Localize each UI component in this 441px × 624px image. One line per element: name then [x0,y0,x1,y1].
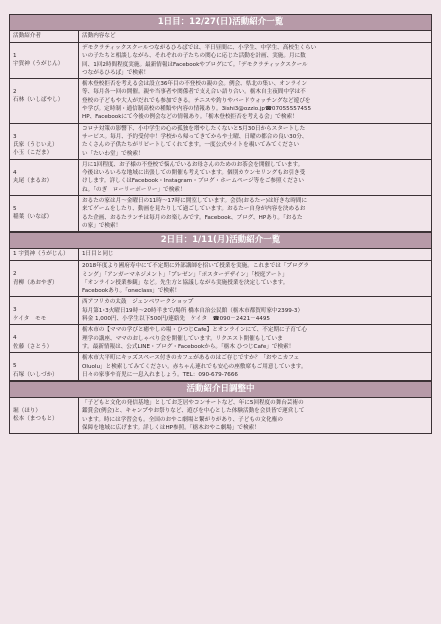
presenter-cell [10,159,79,195]
presenter-number: 2 [13,89,17,96]
description-line: 2018年度より國府寿中にて不定期に外部講師を招いて授業を実施。これまでは「プログラ [82,263,309,270]
presenter-name: 石塚（いしづか） [13,371,58,378]
table-row [10,79,432,123]
table-row [10,123,432,159]
presenter-name: 松本（まつもと） [13,416,58,423]
description-line: るた企画、おるたランチは毎月のお楽しみです。Facebook、ブログ、HPあり。「おるた [82,214,303,221]
presenter-number: 1 [13,53,17,59]
table-row [10,325,432,353]
page [9,14,432,434]
table-row [10,297,432,325]
table-row [10,249,432,261]
presenter-cell [10,325,79,353]
presenter-name: 石林（いしばやし） [13,97,64,104]
presenter-name: 稲葉（いなば） [13,214,53,221]
presenter-name: 宇賀神（うがじん） [13,61,64,68]
presenter-name: 氏家（うじいえ） [13,141,58,148]
description-line: たくさんの子供たちがリピートしてくれてます。一度公式サイトを覗いてみてください [82,142,300,149]
presenter-number: 2 [13,271,17,278]
col-name-header: 活動紹介者 [10,31,79,43]
presenter-name: 佐藤（さとう） [13,343,53,350]
description-line: 栃木市大平町にキッズスペース付きのカフェがあるのはご存じですか？「おやこカフェ [82,355,300,362]
section3-title: 活動紹介日調整中 [9,381,432,397]
presenter-name: ケイタ モモ [13,315,47,322]
activity-description [79,297,432,325]
presenter-cell [10,79,79,123]
presenter-name: 堀（ほり） [13,408,41,415]
section3-table [9,397,432,434]
description-line: 「オンライン授業参観」など。先生方と協議しながら実施授業を決定しています。 [82,279,289,286]
description-line: す。最新情報は、公式LINE・ブログ・Facebookから。「栃木 ひつじCafe」で検索！ [82,343,295,350]
description-line: Facebookあり。「oneclass」で検索！ [82,288,181,295]
presenter-cell [10,297,79,325]
table-row [10,261,432,297]
description-line: や学び。定時制・通信制高校の種類や内容の情報あり。3ishi3@ozzio.jp☎07055557455 [82,106,312,113]
description-line: 月に1回程度、お子様の不登校で悩んでいるお母さんのためのお茶会を開催しています。 [82,161,304,168]
table-row [10,43,432,79]
presenter-name: 1 宇賀神（うがじん） [10,249,79,261]
presenter-cell [10,398,79,434]
table-header-row [10,31,432,43]
activity-description [79,43,432,79]
description-line: サービス。毎月、予約受付中！学校から帰ってきてからや土曜、日曜の都合の良い30分、 [82,133,308,140]
presenter-cell [10,43,79,79]
description-line: ね。「のぎ ローリーポーリー」で検索！ [82,186,186,193]
presenter-name: 青柳（あおやぎ） [13,279,58,286]
description-line: デモクラティックスクールつながるひろばでは、平日昼間に、小学生、中学生、高校生くらい [82,45,317,51]
description-line: 鑑賞会(例会)と、キャンプやお祭りなど、遊びを中心とした体験活動を会員皆で運営して [82,408,305,415]
description-line: 西アフリカの太鼓 ジェンベワークショップ [82,299,194,306]
description-line: 来てゲームをしたり、動画を見たりして過ごしています。おるたー自身が内容を決めるお [82,206,306,213]
table-row [10,398,432,434]
activity-description [79,196,432,232]
description-line: けします。詳しくはFacebook・Instagram・ブログ・ホームページ等をご参照ください [82,178,304,185]
section2-table [9,248,432,381]
description-line: の家」で検索！ [82,222,122,229]
description-line: 等、毎月各一回の開催。親や当事者や関係者で支え合い語り合い。栃木自主夜間中学は不 [82,89,306,96]
description-line: 保障を地域に広げます。詳しくはHP参照。「栃木おやこ劇場」で検索！ [82,424,260,431]
description-line: 毎月第1･3火曜日19時～20時半まで/場所 橋本自治公民館（栃木市都賀町家中2399-3） [82,307,304,314]
description-line: 今後はいろいろな地域に出張しての開催も考えています。個別カウンセリングもお引き受 [82,170,306,177]
presenter-number: 5 [13,363,17,370]
description-line: Oluolu」と検索してみてください。赤ちゃん連れでも安心の座敷席もご用意しています。 [82,363,307,370]
description-line: 日々の家事や育児に一息入れましょう。TEL：090-679-7666 [82,371,238,378]
description-line: い「たいわ堂」で検索！ [82,150,144,157]
table-row [10,353,432,381]
presenter-cell [10,196,79,232]
description-line: ミング」「アンガーマネジメント」「プレゼン」「ポスターデザイン」「校庭アート」 [82,271,288,278]
description-line: います。時には学習会も。全国のおやこ劇場と繋がりがあり、子どもの文化権の [82,416,283,423]
presenter-number: 3 [13,133,17,140]
description-line: 回、1回2時間程度実施。最新情報はFacebookやブログにて。「デモクラティックスクール [82,61,308,68]
presenter-number: 4 [13,335,17,342]
section1-table [9,30,432,232]
activity-description [79,261,432,297]
presenter-name: 小玉（こだま） [13,150,53,157]
presenter-cell [10,123,79,159]
description-line: 「子どもと文化の発信基地」としてお芝居やコンサートなど、年に5回程度の舞台芸術の [82,400,304,407]
col-content-header: 活動内容など [79,31,432,43]
description-line: つながるひろば」で検索！ [82,69,150,76]
description-line: 栃木登校拒否を考える会は設立36年目の不登校の親の会。例会、県北の集い、オンライン [82,81,308,88]
activity-description [79,325,432,353]
activity-description [79,123,432,159]
description-line: 理学の講座、ママのおしゃべり会を開催しています。リクエスト開催もしていま [82,335,283,342]
description-line: 料金 1,000円、小学生以下500円/連絡先 ケイタ ☎090－2421－4495 [82,316,270,323]
description-line: HP、Facebookにて今後の例会などの情報あり。「栃木登校拒否を考える会」で検索！ [82,114,298,121]
activity-description [79,159,432,195]
table-row [10,196,432,232]
activity-description [79,398,432,434]
activity-description: 1日目と同じ [79,249,432,261]
presenter-cell [10,261,79,297]
section1-title: 1日目：12/27(日)活動紹介一覧 [9,14,432,30]
presenter-number: 3 [13,307,17,314]
presenter-number: 4 [13,169,17,176]
presenter-name: 丸尾（まるお） [13,178,53,185]
description-line: いの子たちと相談しながら、それぞれの子たちの関心に応じた活動を計画、実施。月に数 [82,53,306,60]
activity-description [79,353,432,381]
table-row [10,159,432,195]
description-line: 栃木市の【ママの学びと癒やしの場・ひつじCafe】とオンラインにて、不定期に子育て心 [82,327,308,334]
activity-description [79,79,432,123]
description-line: おるたの家は月～金曜日の11時～17時に開室しています。会員(おるたー)は好きな時間に [82,198,308,205]
presenter-cell [10,353,79,381]
description-line: コロナ対策の影響下、小中学生の心の孤独を増やしたくないと5月30日からスタートした [82,125,306,132]
presenter-number: 5 [13,206,17,213]
description-line: 登校の子どもや大人がだれでも参加できる。テニスや釣りやバードウォッチングなど遊びを [82,97,311,104]
section2-title: 2日目：1/11(月)活動紹介一覧 [9,232,432,248]
